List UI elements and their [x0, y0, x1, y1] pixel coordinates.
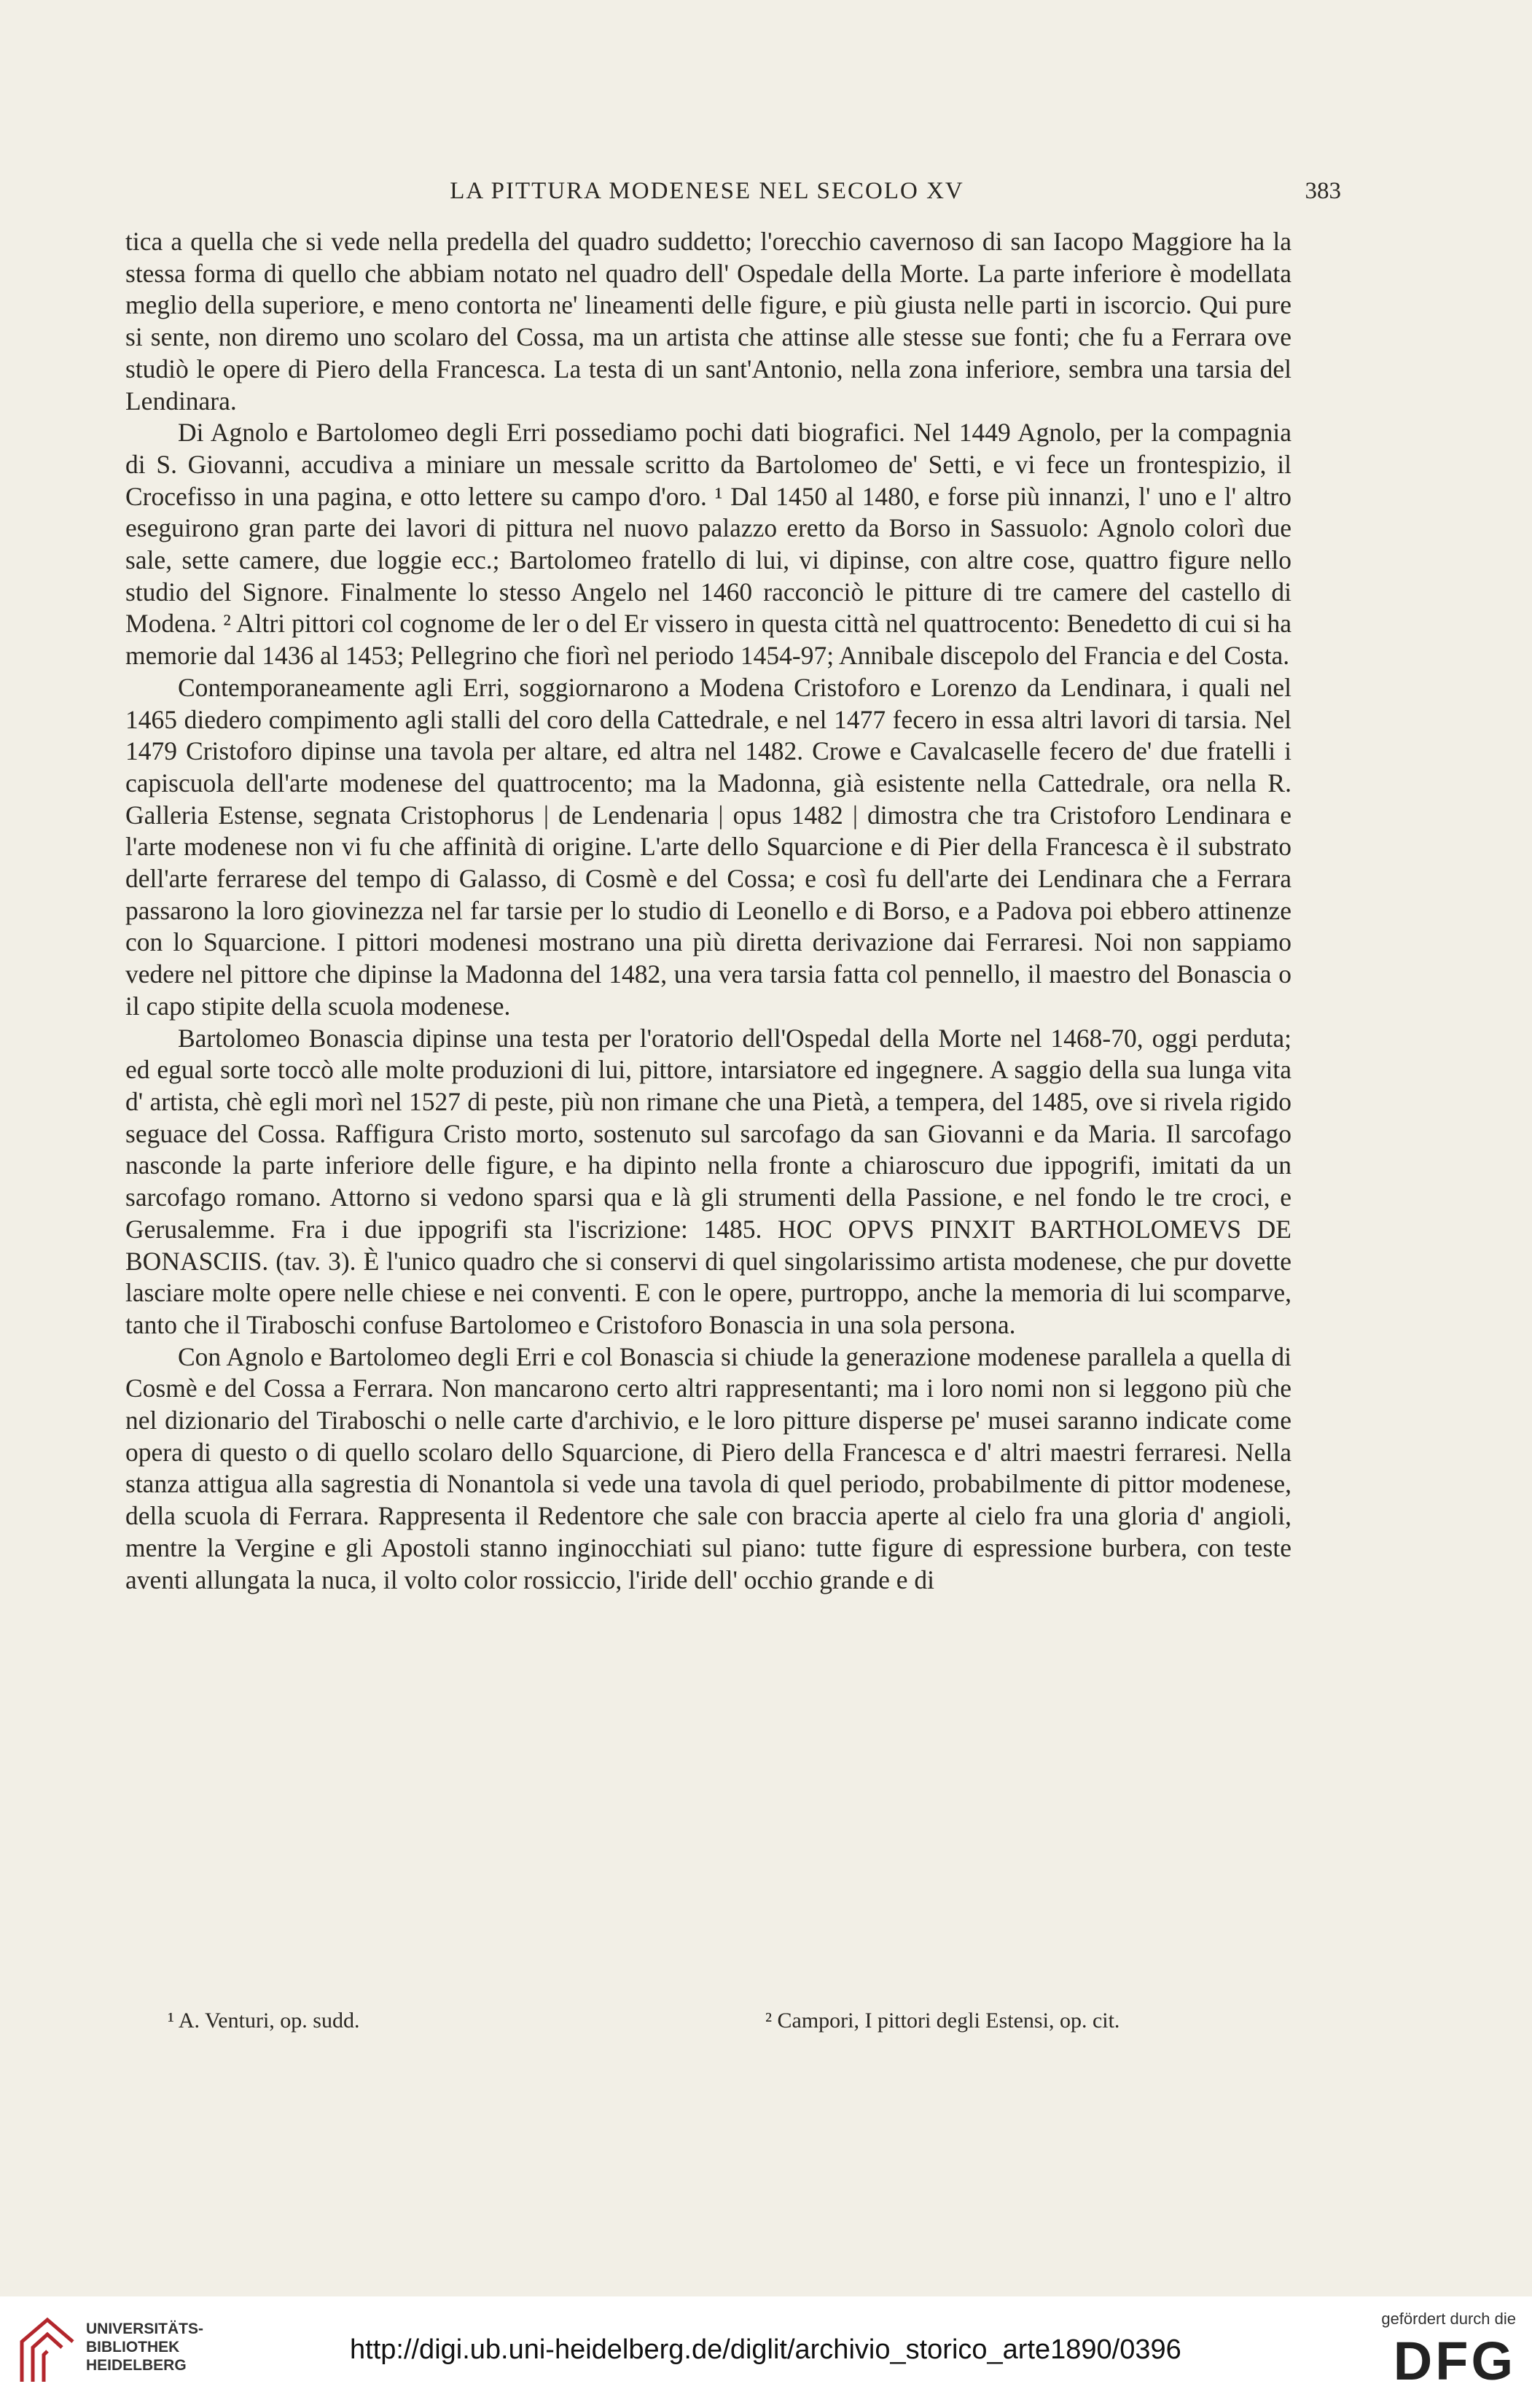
paragraph: Bartolomeo Bonascia dipinse una testa per l'oratorio dell'Ospedal della Morte nel 1468-70, oggi perduta; ed egual sorte toccò alle molte produzioni di lui, pittore, intarsiatore ed ingegnere. A saggio della sua lunga vita d' artista, chè egli morì nel 1527 di peste, più non rimane che una Pietà, a tempera, del 1485, ove si rivela rigido seguace del Cossa. Raffigura Cristo morto, sostenuto sul sarcofago da san Giovanni e da Maria. Il sarcofago nasconde la parte inferiore delle figure, e ha dipinto nella fronte a chiaroscuro due ippogrifi, imitati da un sarcofago romano. Attorno si vedono sparsi qua e là gli strumenti della Passione, e nel fondo le tre croci, e Gerusalemme. Fra i due ippogrifi sta l'iscrizione: 1485. HOC OPVS PINXIT BARTHOLOMEVS DE BONASCIIS. (tav. 3). È l'unico quadro che si conservi di quel singolarissimo artista modenese, che pur dovette lasciare molte opere nelle chiese e nei conventi. E con le opere, purtroppo, anche la memoria di lui scomparve, tanto che il Tiraboschi confuse Bartolomeo e Cristoforo Bonascia in una sola persona. — [125, 1023, 1291, 1339]
footer-bar — [0, 2296, 1532, 2408]
funder-badge — [1359, 2310, 1516, 2397]
library-name: UNIVERSITÄTS- BIBLIOTHEK HEIDELBERG — [86, 2321, 204, 2374]
paragraph: tica a quella che si vede nella predella del quadro suddetto; l'orecchio cavernoso di san Iacopo Maggiore ha la stessa forma di quello che abbiam notato nel quadro dell' Ospedale della Morte. La parte inferiore è modellata meglio della superiore, e meno contorta ne' lineamenti delle figure, e più giusta nelle parti in iscorcio. Qui pure si sente, non diremo uno scolaro del Cossa, ma un artista che attinse alle stesse sue fonti; che fu a Ferrara ove studiò le opere di Piero della Francesca. La testa di un sant'Antonio, nella zona inferiore, sembra una tarsia del Lendinara. — [125, 227, 1291, 416]
dfg-logo: DFG — [1393, 2331, 1516, 2391]
page-number: 383 — [1305, 178, 1341, 204]
footnote-1: ¹ A. Venturi, op. sudd. — [168, 2008, 360, 2033]
permalink-url[interactable]: http://digi.ub.uni-heidelberg.de/diglit/archivio_storico_arte1890/0396 — [350, 2334, 1181, 2365]
library-logo-icon — [15, 2312, 80, 2393]
paragraph: Contemporaneamente agli Erri, soggiornarono a Modena Cristoforo e Lorenzo da Lendinara, i quali nel 1465 diedero compimento agli stalli del coro della Cattedrale, e nel 1477 fecero in essa altri lavori di tarsia. Nel 1479 Cristoforo dipinse una tavola per altare, ed altra nel 1482. Crowe e Cavalcaselle fecero de' due fratelli i capiscuola dell'arte modenese del quattrocento; ma la Madonna, già esistente nella Cattedrale, ora nella R. Galleria Estense, segnata Cristophorus | de Lendenaria | opus 1482 | dimostra che tra Cristoforo Lendinara e l'arte modenese non vi fu che affinità di origine. L'arte dello Squarcione e di Pier della Francesca è il substrato dell'arte ferrarese del tempo di Galasso, di Cosmè e del Cossa; e così fu dell'arte dei Lendinara che a Ferrara passarono la loro giovinezza nel far tarsie per lo studio di Leonello e di Borso, e a Padova poi ebbero attinenze con lo Squarcione. I pittori modenesi mostrano una più diretta derivazione dai Ferraresi. Noi non sappiamo vedere nel pittore che dipinse la Madonna del 1482, una vera tarsia fatta col pennello, il maestro del Bonascia o il capo stipite della scuola modenese. — [125, 672, 1291, 1021]
footnote-2: ² Campori, I pittori degli Estensi, op. cit. — [765, 2008, 1120, 2033]
running-header — [124, 174, 1341, 217]
body-text — [125, 226, 1291, 1596]
paragraph: Con Agnolo e Bartolomeo degli Erri e col Bonascia si chiude la generazione modenese parallela a quella di Cosmè e del Cossa a Ferrara. Non mancarono certo altri rappresentanti; ma i loro nomi non si leggono più che nel dizionario del Tiraboschi o nelle carte d'archivio, e le loro pitture disperse pe' musei saranno indicate come opera di questo o di quello scolaro dello Squarcione, di Piero della Francesca e d' altri maestri ferraresi. Nella stanza attigua alla sagrestia di Nonantola si vede una tavola di quel periodo, probabilmente di pittor modenese, della scuola di Ferrara. Rappresenta il Redentore che sale con braccia aperte al cielo fra una gloria d' angioli, mentre la Vergine e gli Apostoli stanno inginocchiati sul piano: tutte figure di espressione burbera, con teste aventi allungata la nuca, il volto color rossiccio, l'iride dell' occhio grande e di — [125, 1341, 1291, 1594]
funding-note: gefördert durch die — [1381, 2310, 1516, 2328]
paragraph: Di Agnolo e Bartolomeo degli Erri possediamo pochi dati biografici. Nel 1449 Agnolo, per la compagnia di S. Giovanni, accudiva a miniare un messale scritto da Bartolomeo de' Setti, e vi fece un frontespizio, il Crocefisso in una pagina, e otto lettere su campo d'oro. ¹ Dal 1450 al 1480, e forse più innanzi, l' uno e l' altro eseguirono gran parte dei lavori di pittura nel nuovo palazzo eretto da Borso in Sassuolo: Agnolo colorì due sale, sette camere, due loggie ecc.; Bartolomeo fratello di lui, vi dipinse, con altre cose, quattro figure nello studio del Signore. Finalmente lo stesso Angelo nel 1460 racconciò le pitture di tre camere del castello di Modena. ² Altri pittori col cognome de ler o del Er vissero in questa città nel quattrocento: Benedetto di cui si ha memorie dal 1436 al 1453; Pellegrino che fiorì nel periodo 1454-97; Annibale discepolo del Francia e del Costa. — [125, 418, 1291, 671]
header-title: LA PITTURA MODENESE NEL SECOLO XV — [450, 178, 964, 204]
